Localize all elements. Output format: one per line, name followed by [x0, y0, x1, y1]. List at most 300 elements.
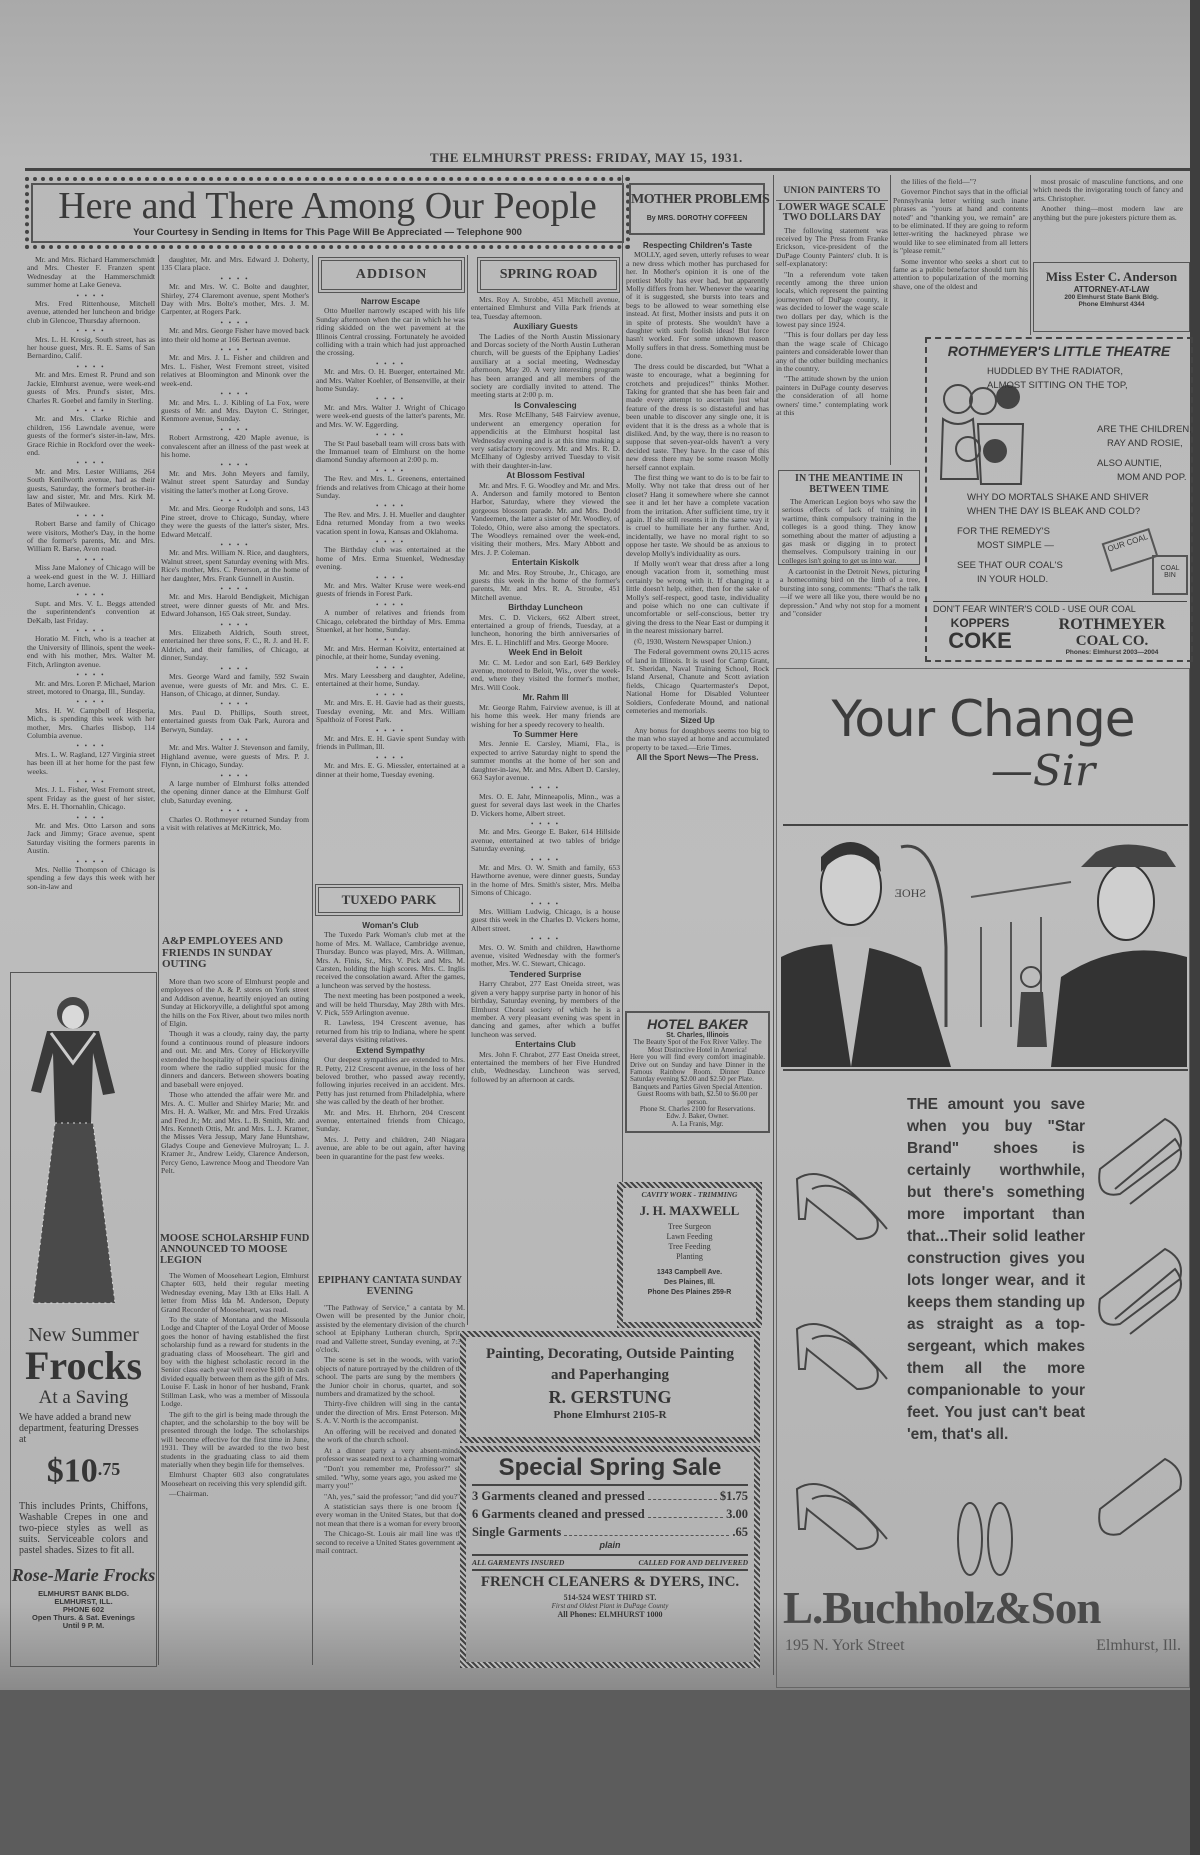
news-item: Robert Barse and family of Chicago were visitors, Mother's Day, in the home of the former's parents, Mr. and Mrs. William R. Barse, Avon road. [27, 519, 155, 554]
news-item: —Chairman. [169, 1489, 209, 1499]
news-item: Supt. and Mrs. V. L. Beggs attended the superintendent's convention at DeKalb, last Friday. [27, 598, 155, 625]
maxwell-address: 1343 Campbell Ave. [656, 1269, 723, 1276]
subheading: Narrow Escape [360, 297, 421, 306]
rothmeyer-phones: Phones: Elmhurst 2003—2004 [1065, 649, 1159, 656]
subheading: Week End in Beloit [508, 648, 583, 658]
maxwell-name: J. H. MAXWELL [639, 1203, 740, 1218]
news-item: Mrs. L. W. Ragland, 127 Virginia street has been ill at her home for the past few weeks. [27, 749, 155, 776]
ap-article [161, 978, 309, 1228]
frocks-ad [10, 972, 157, 1667]
separator-dots: • • • • [76, 406, 106, 415]
separator-dots: • • • • [375, 431, 406, 440]
rothmeyer-title: ROTHMEYER'S LITTLE THEATRE [947, 343, 1171, 359]
meantime-box [778, 470, 920, 565]
news-item: Mr. and Mrs. O. H. Buerger, entertained Mr. and Mrs. Walter Koehler, of Bensenville, at their home Sunday. [316, 367, 465, 394]
news-item: MOLLY, aged seven, utterly refuses to wear a new dress which mother has purchased for her. In Mother's opinion it is one of the prettiest Molly has ever had, but apparently Molly differs from her. Whenever the wearing of it is suggested, she bursts into tears and begs to be allowed to wear something else instead. At first, Mother insists and puts it on in spite of protests. She wouldn't have a daughter with such foolish ideas! But force hasn't worked. For some unknown reason Molly suffers in that dress. Something must be done. [626, 250, 769, 361]
news-item: Mrs. George Ward and family, 592 Swain avenue, were guests of Mr. and Mrs. C. E. Hanson, of Chicago, at dinner, Sunday. [161, 672, 309, 698]
subheading: Extend Sympathy [356, 1045, 425, 1055]
shoe-pair-top-view [955, 1499, 1015, 1579]
news-item: Mr. and Mrs. Ernest R. Prund and son Jackie, Elmhurst avenue, were week-end guests of Mrs. Prund's sister, Mrs. Charles R. Goebel and family in Sterling. [27, 370, 155, 405]
news-item: Mrs. O. W. Smith and children, Hawthorne avenue, visited Wednesday with the former's mother, Mrs. W. C. Stewart, Chicago. [471, 942, 620, 969]
frocks-line2: Frocks [24, 1343, 143, 1388]
news-item: Mrs. Rose McElhany, 548 Fairview avenue, underwent an emergency operation for appendicitis at the Elmhurst hospital last Wednesday evening and is at this time making a very satisfactory recovery. Mr. and Mrs. R. D. McElhany of Oglesby arrived Tuesday to visit with their daughter-in-law. [471, 410, 620, 470]
column-2-items [161, 256, 309, 932]
separator-dots: • • • • [220, 700, 250, 709]
gerstung-ad [460, 1331, 760, 1443]
news-item: Mrs. C. D. Vickers, 662 Albert street, entertained a group of friends, Tuesday, at a luncheon, honoring the birth anniversaries of Mrs. E. L. Hinchliff and Mrs. George Moore. [471, 612, 620, 647]
maxwell-service: Tree Feeding [668, 1242, 711, 1251]
verse-line: ALSO AUNTIE, [1097, 458, 1162, 469]
cleaners-address: 514-524 WEST THIRD ST. [563, 1593, 657, 1602]
news-item: A number of relatives and friends from Chicago, celebrated the birthday of Mrs. Emma Stuenkel, at her home, Sunday. [316, 608, 465, 635]
news-item: "Ah, yes," said the professor; "and did you?" [324, 1491, 461, 1501]
frocks-price-cents: .75 [97, 1459, 121, 1479]
news-item: Mr. and Mrs. John Meyers and family, Walnut street spent Saturday and Sunday visiting the latter's mother at Long Grove. [161, 468, 309, 495]
separator-dots: • • • • [76, 857, 106, 866]
subheading: Respecting Children's Taste [642, 241, 753, 250]
separator-dots: • • • • [375, 537, 406, 546]
spring-road-column [471, 296, 620, 1326]
news-item: Mr. and Mrs. F. G. Woodley and Mr. and Mrs. A. Anderson and family motored to Benton Harbor, Saturday, where they viewed the gorgeous blossom parade. Mr. and Mrs. Dodd Vandeemen, the latter a sister of Mr. Woodley, of Toledo, Ohio, were also among the spectators. The Woodleys remained over the week-end, visiting their mothers, Mrs. Mary Abbott and Mrs. J. P. Coleman. [471, 480, 620, 557]
news-item: Mr. and Mrs. E. H. Gavie spent Sunday with friends in Pullman, Ill. [316, 733, 465, 752]
verse-line: MOM AND POP. [1117, 472, 1187, 483]
news-item: R. Lawless, 194 Crescent avenue, has returned from his trip to Indiana, where he spent several days visiting relatives. [316, 1018, 465, 1045]
subheading: Tendered Surprise [509, 969, 582, 979]
news-item: Mr. and Mrs. E. H. Gavie had as their guests, Tuesday evening, Mr. and Mrs. William Spalthoiz of Forest Park. [316, 698, 465, 725]
separator-dots: • • • • [76, 291, 106, 300]
shoe-sign: SHOE [894, 886, 926, 900]
mother-problems-title: MOTHER PROBLEMS [631, 192, 770, 207]
separator-dots: • • • • [220, 771, 250, 780]
mother-problems-column [626, 240, 769, 1008]
column-rule [773, 175, 774, 1675]
news-item: Mr. and Mrs. Otto Larson and sons Jack and Jimmy; Grace avenue, spent Saturday visiting the formers parents in Austin. [27, 821, 155, 856]
news-item: More than two score of Elmhurst people and employees of the A. & P. stores on York street and Addison avenue, heartily enjoyed an outing Sunday at Hickoryville, a delightful spot among the hills on the Fox River, about two miles north of Elgin. [161, 977, 309, 1029]
editorial-column [893, 178, 1028, 333]
separator-dots: • • • • [220, 664, 250, 673]
news-item: Mrs. O. E. Jahr, Minneapolis, Minn., was a guest for several days last week in the Charles D. Vickers home, Albert street. [471, 791, 620, 818]
news-item: Mrs. Fred Rittenhouse, Mitchell avenue, attended her luncheon and bridge club in Glencoe, Thursday afternoon. [27, 299, 155, 325]
rothmeyer-slogan: DON'T FEAR WINTER'S COLD - USE OUR COAL [933, 601, 1187, 615]
news-item: The Ladies of the North Austin Missionary and Dorcas society of the North Austin Lutheran church, will be guests of the Epiphany Ladies' auxiliary at a social meeting, Wednesday afternoon, May 20. A very interesting program has been arranged and all members of the society are cordially invited to attend. The meeting starts at 2:00 p. m. [471, 331, 620, 400]
news-item: daughter, Mr. and Mrs. Edward J. Doherty, 135 Clara place. [161, 255, 309, 273]
news-item: Mr. and Mrs. George Rudolph and sons, 143 Pine street, drove to Chicago, Sunday, where they were the guests of the latter's sister, Mrs. Edward Metcalf. [161, 504, 309, 539]
scan-edge [1190, 0, 1200, 1855]
news-item: the lilies of the field—"? [901, 177, 977, 186]
news-item: The St Paul baseball team will cross bats with the Immanuel team of Elmhurst on the home diamond Sunday afternoon at 2:00 p. m. [316, 438, 465, 465]
coal-bin [1152, 555, 1188, 595]
french-cleaners-ad [460, 1446, 760, 1668]
cleaners-tagline: First and Oldest Plant in DuPage County [551, 1602, 669, 1610]
news-item: Mr. and Mrs. W. C. Bolte and daughter, Shirley, 274 Claremont avenue, spent Mother's Day with Mrs. Bolte's mother, Mrs. J. M. Carpenter, at Rogers Park. [161, 282, 309, 317]
news-item: To the state of Montana and the Missoula Lodge and Chapter of the Loyal Order of Moose goes the honor of having established the first scholarship fund as a reward for students in the graduating class of Mooseheart. The girl and boy with the highest scholastic record in the Senior class each year will receive $100 in cash divided equally between them as the gift of Mrs. Louise F. Lask in honor of her husband, Frank Stillman Lask, who was a member of Missoula Lodge. [161, 1315, 309, 1409]
frocks-phone: PHONE 602 [62, 1605, 105, 1615]
spring-sale-headline: Special Spring Sale [472, 1452, 748, 1486]
news-item: An offering will be received and donated to the work of the church school. [316, 1426, 465, 1445]
subheading: At Blossom Festival [506, 471, 585, 481]
maxwell-service: Planting [676, 1252, 703, 1261]
addison-header: ADDISON [355, 267, 428, 282]
news-item: Mrs. J. L. Fisher, West Fremont street, spent Friday as the guest of her sister, Mrs. E. H. Thornahlin, Chicago. [27, 785, 155, 812]
separator-dots: • • • • [220, 346, 250, 355]
price-label: Single Garments [472, 1525, 562, 1539]
news-item: Mr. and Mrs. Walter J. Stevenson and family, Highland avenue, were guests of Mrs. P. J. Flynn, in Chicago, Sunday. [161, 743, 309, 770]
news-item: The Rev. and Mrs. J. H. Mueller and daughter Edna returned Monday from a two weeks vacation spent in Iowa, Kansas and Oklahoma. [316, 509, 465, 536]
verse-line: FOR THE REMEDY'S [957, 526, 1050, 537]
separator-dots: • • • • [375, 726, 406, 735]
tuxedo-column [316, 920, 465, 1270]
news-item: Mrs. Jennie E. Carsley, Miami, Fla., is expected to arrive Saturday night to spend the summer months at the home of her son and daughter-in-law, Mr. and Mrs. Albert D. Carsley, 663 Saylor avenue. [471, 739, 620, 782]
verse-line: ARE THE CHILDREN, [1097, 424, 1192, 435]
separator-dots: • • • • [76, 511, 106, 520]
frocks-line3: At a Saving [38, 1387, 129, 1408]
news-item: The following statement was received by The Press from Franke Erickson, vice-president of the DuPage County Painters' club. It is self-explanatory: [776, 225, 888, 269]
news-item: Governor Pinchot says that in the official Pennsylvania letter writing such inane phrases as "yours at hand and contents noted" and "thanking you, we remain" are to be eliminated. If they are going to reform letter-writing the hackneyed phrase we would like to see eliminated from all letters is "please remit." [893, 187, 1028, 256]
your-change-headline: Your Change [831, 690, 1135, 748]
rothmeyer-company-name: ROTHMEYER [1058, 616, 1166, 633]
maxwell-services [623, 1222, 756, 1262]
news-item: The American Legion boys who saw the serious effects of lack of training in wartime, think compulsory training in the colleges is a good thing. They know something about the matter of adjusting a gas mask or digging in to protect themselves. Compulsory training in our colleges isn't going to get us into war. [782, 497, 916, 565]
verse-line: MOST SIMPLE — [977, 540, 1054, 551]
illustration-top-rule [783, 824, 1188, 826]
verse-line: RAY AND ROSIE, [1107, 438, 1183, 449]
frocks-address1: ELMHURST BANK BLDG. [38, 1589, 129, 1599]
separator-dots: • • • • [220, 318, 250, 327]
our-coal-sign-text: OUR COAL [1106, 532, 1149, 554]
separator-dots: • • • • [530, 855, 561, 864]
hotel-baker-city: St. Charles, Illinois [666, 1032, 729, 1039]
news-item: Another thing—most modern law are anything but the pure jokesters picture them as. [1033, 204, 1183, 222]
maxwell-ad [617, 1182, 762, 1328]
news-item: Mr. and Mrs. Herman Koivitz, entertained at pinochle, at their home, Sunday evening. [316, 643, 465, 662]
separator-dots: • • • • [220, 585, 250, 594]
news-item: Mrs. Elizabeth Aldrich, South street, entertained her three sons, F. C., R. J. and H. F. Aldrich, and their families, of Chicago, at dinner, Sunday. [161, 628, 309, 663]
plain-label: plain [599, 1540, 621, 1550]
column-rule [1030, 175, 1031, 335]
news-item: Mr. and Mrs. Clarke Richie and children, 156 Lawndale avenue, were guests of the former's sister-in-law, Mrs. Grace Richie in Rockford over the week-end. [27, 414, 155, 457]
buchholz-store-name: L.Buchholz&Son [783, 1583, 1101, 1633]
separator-dots: • • • • [220, 390, 250, 399]
men-in-shoe-store-illustration [781, 827, 1187, 1067]
news-item: Elmhurst Chapter 603 also congratulates Mooseheart on receiving this very splendid gift. [161, 1470, 309, 1488]
separator-dots: • • • • [76, 627, 106, 636]
news-item: Mrs. John F. Chrabot, 277 East Oneida street, entertained the members of her Five Hundred club, Wednesday. Luncheon was served, followed by an afternoon at cards. [471, 1049, 620, 1084]
news-item: most prosaic of masculine functions, and one which needs the invigorating touch of fancy and arts. Christopher. [1033, 177, 1183, 203]
attorney-phone: Phone Elmhurst 4344 [1078, 301, 1145, 308]
buchholz-city: Elmhurst, Ill. [1096, 1637, 1181, 1654]
epiphany-article [316, 1304, 465, 1665]
verse-line: HUDDLED BY THE RADIATOR, [987, 366, 1124, 377]
banner-title: Here and There Among Our People [58, 185, 597, 227]
news-item: Mrs. Roy A. Strobbe, 451 Mitchell avenue, entertained Elmhurst and Villa Park friends at tea, Tuesday afternoon. [471, 295, 620, 321]
maxwell-tagline: CAVITY WORK - TRIMMING [641, 1190, 738, 1199]
separator-dots: • • • • [220, 425, 250, 434]
koppers-logo-top: KOPPERS [950, 616, 1010, 630]
subheading: Birthday Luncheon [508, 603, 583, 613]
gerstung-line2: and Paperhanging [551, 1367, 669, 1383]
news-item: A cartoonist in the Detroit News, picturing a homecoming bird on the limb of a tree, bursting into song, comments: "That's the talk—if we were all like you, there would be no depression." And why not stop for a moment and "consider [780, 567, 920, 619]
news-item: Mrs. Paul D. Phillips, South street, entertained guests from Oak Park, Aurora and Berwyn, Sunday. [161, 707, 309, 734]
separator-dots: • • • • [530, 899, 561, 908]
news-item: Charles O. Rothmeyer returned Sunday from a visit with relatives at McKittrick, Mo. [161, 814, 309, 832]
attorney-name: Miss Ester C. Anderson [1045, 269, 1178, 284]
separator-dots: • • • • [530, 819, 561, 828]
separator-dots: • • • • [220, 807, 250, 816]
news-item: (©, 1930, Western Newspaper Union.) [634, 636, 751, 646]
news-item: "The attitude shown by the union painters in DuPage county deserves the consideration of all home owners' time." contemplating work at this [776, 374, 888, 418]
frocks-address2: ELMHURST, ILL. [54, 1597, 113, 1607]
news-item: Mr. and Mrs. Harold Bendigkeit, Michigan street, were dinner guests of Mr. and Mrs. Edward Johanson, 165 Oak street, Sunday. [161, 592, 309, 619]
coal-bin-label: COAL BIN [1160, 565, 1180, 579]
separator-dots: • • • • [76, 698, 106, 707]
woman-illustration [11, 973, 156, 1318]
gerstung-line1: Painting, Decorating, Outside Painting [486, 1346, 734, 1362]
column-rule [890, 175, 891, 465]
separator-dots: • • • • [76, 813, 106, 822]
hotel-baker-title: HOTEL BAKER [647, 1016, 748, 1032]
news-item: Mr. and Mrs. O. W. Smith and family, 653 Hawthorne avenue, were dinner guests, Sunday in the home of Mrs. Smith's sister, Mrs. Melba Simons of Chicago. [471, 863, 620, 898]
separator-dots: • • • • [220, 541, 250, 549]
column-rule [467, 255, 468, 1325]
price-row [472, 1488, 748, 1504]
news-item: Mr. C. M. Ledor and son Earl, 649 Berkley avenue, motored to Beloit, Wis., over the week-end, where they visited the former's mother, Mrs. Will Cook. [471, 657, 620, 692]
frocks-price-dollars: $10 [46, 1452, 98, 1490]
addison-column [316, 296, 465, 881]
news-item: The Rev. and Mrs. L. Greenens, entertained friends and relatives from Chicago at their home Sunday. [316, 474, 465, 500]
news-item: Mr. and Mrs. Richard Hammerschmidt and Mrs. Chester F. Franzen spent Wednesday at the Hammerschmidt summer home at Lake Geneva. [27, 255, 155, 290]
news-item: Some inventor who seeks a short cut to fame as a public benefactor should turn his attention to popularization of the morning shave, one of the oldest and [893, 256, 1028, 291]
news-item: Mrs. Nellie Thompson of Chicago is spending a few days this week with her son-in-law and [27, 865, 155, 891]
price-label: 6 Garments cleaned and pressed [472, 1507, 645, 1521]
separator-dots: • • • • [76, 362, 106, 371]
news-item: Sized Up [680, 716, 715, 726]
section-banner [25, 177, 630, 249]
attorney-card [1033, 262, 1190, 332]
separator-dots: • • • • [375, 690, 406, 699]
union-article [776, 227, 888, 467]
frocks-line1: New Summer [28, 1324, 139, 1346]
column-1-items [27, 256, 155, 966]
verse-line: WHEN THE DAY IS BLEAK AND COLD? [967, 506, 1141, 517]
news-item: The scene is set in the woods, with various objects of nature portrayed by the children of the school. The parts are sung by the members of the Junior choir in chorus, quartet, and solo numbers and dramatized by the school. [316, 1355, 465, 1399]
news-item: A statistician says there is one broom for every woman in the United States, but that does not mean that there is a woman for every broom. [316, 1501, 465, 1528]
delivery-note: CALLED FOR AND DELIVERED [638, 1558, 748, 1567]
news-item: Mr. and Mrs. L. J. Kibling of La Fox, were guests of Mr. and Mrs. Dayton C. Stringer, Kenmore avenue, Sunday. [161, 397, 309, 424]
news-item: Those who attended the affair were Mr. and Mrs. A. C. Muller and Shirley Marie; Mr. and Mrs. H. A. Walker, Mr. and Mrs. Fred Urzakis and Fred Jr.; Mr. and Mrs. L. B. Smith, Mr. and Mrs. Kenneth Ottis, Mr. and Mrs. L. J. Kramer, the Misses Vera Jessup, Mary Jane Huntshaw, Gladys Coupe and Genevieve Mulroyan; L. J. Kramer Jr., Andrew Leidy, Clarence Anderson, Percy Geno, Lawrence Moog and Theodore Van Pelt. [161, 1090, 309, 1175]
verse-line: WHY DO MORTALS SHAKE AND SHIVER [967, 492, 1149, 503]
mother-problems-box [629, 183, 770, 235]
price-row [472, 1506, 748, 1522]
verse-line: SEE THAT OUR COAL'S [957, 560, 1063, 571]
subheading: Auxiliary Guests [513, 322, 578, 332]
news-item: The Women of Mooseheart Legion, Elmhurst Chapter 603, held their regular meeting Wednesday evening, May 13th at Elks Hall. A letter from Miss Ida M. Anderson, Deputy Grand Recorder of Mooseheart, was read. [161, 1271, 309, 1314]
maxwell-service: Lawn Feeding [666, 1232, 713, 1241]
news-item: Mrs. William Ludwig, Chicago, is a house guest this week in the Charles D. Vickers home, Albert street. [471, 907, 620, 933]
separator-dots: • • • • [375, 395, 406, 404]
frocks-hours2: Until 9 P. M. [62, 1621, 105, 1631]
separator-dots: • • • • [375, 636, 406, 645]
meantime-continued [780, 568, 920, 666]
price-list [472, 1488, 748, 1540]
epiphany-headline: EPIPHANY CANTATA SUNDAY EVENING [317, 1275, 463, 1297]
separator-dots: • • • • [220, 620, 250, 629]
news-item: Mr. and Mrs. Loren P. Michael, Marion street, motored to Onarga, Ill., Sunday. [27, 678, 155, 696]
news-item: Mrs. J. Petty and children, 240 Niagara avenue, are able to be out again, after having been in quarantine for the past few weeks. [316, 1134, 465, 1161]
womens-shoes-illustration [787, 1159, 897, 1579]
union-headline-2: LOWER WAGE SCALE TWO DOLLARS DAY [776, 200, 888, 224]
news-item: The Birthday club was entertained at the home of Mrs. Erma Stuenkel, Wednesday evening. [316, 545, 465, 572]
union-story [776, 186, 888, 466]
hotel-baker-banquets: Banquets and Parties Given Special Attention. [632, 1082, 763, 1091]
spring-road-header: SPRING ROAD [499, 267, 598, 282]
tuxedo-header: TUXEDO PARK [341, 892, 437, 907]
meantime-headline: IN THE MEANTIME IN BETWEEN TIME [795, 473, 903, 495]
separator-dots: • • • • [76, 671, 106, 680]
news-item: Though it was a cloudy, rainy day, the party found a continuous round of pleasure indoors and out. Mr. and Mrs. Corey of Hickoryville extended the hospitality of their spacious dining room where the radio supplied music for the dinners and dancers. Between showers boating and baseball were enjoyed. [161, 1029, 309, 1089]
union-headline-1: UNION PAINTERS TO [783, 186, 881, 196]
news-item: Mrs. L. H. Kresig, South street, has as her house guest, Mrs. R. E. Sams of San Bernardino, Calif. [27, 334, 155, 361]
moose-article [161, 1272, 309, 1665]
price-label: 3 Garments cleaned and pressed [472, 1489, 645, 1503]
news-item: The Tuxedo Park Woman's club met at the home of Mrs. M. Wallace, Cambridge avenue, Thursday. Bunco was played, Mrs. A. Willman, Mrs. A. Finis, Sr., Mrs. V. Pick and Mrs. M. Carsten, holding the high scores. Mrs. C. Inglis received the consolation award. After the games, a luncheon was served by the hostess. [316, 930, 465, 990]
mens-shoes-illustration [1095, 1109, 1185, 1569]
separator-dots: • • • • [76, 555, 106, 564]
maxwell-phone: Phone Des Plaines 259-R [647, 1289, 732, 1296]
hotel-baker-phone: Phone St. Charles 2100 for Reservations. [639, 1105, 756, 1114]
news-item: The dress could be discarded, but "What a waste to encourage, what a beginning for crotchets and prejudices!" thinks Mother. Taking for granted that she has been fair and made every attempt to ascertain just what feature of the dress is so distasteful and has been unable to discover any single one, it is evident that it is the dress as a whole that is disliked. And, by the way, there is no reason to suppose that seven-year-olds haven't a very decided taste. They have. In the case of this new dress there may be some reason Molly herself cannot explain. [626, 361, 769, 472]
news-item: Mr. and Mrs. George Fisher have moved back into their old home at 166 Bertean avenue. [161, 326, 309, 344]
verse-line: IN YOUR HOLD. [977, 574, 1049, 585]
separator-dots: • • • • [76, 459, 106, 468]
separator-dots: • • • • [220, 496, 250, 505]
separator-dots: • • • • [220, 274, 250, 283]
price-value: .65 [732, 1525, 748, 1539]
leader-dots [564, 1524, 729, 1536]
separator-dots: • • • • [76, 777, 106, 786]
addison-header-box [318, 257, 465, 293]
banner-subtitle: Your Courtesy in Sending in Items for This Page Will Be Appreciated — Telephone 900 [133, 227, 522, 238]
hotel-baker-rooms: Guest Rooms with bath, $2.50 to $6.00 per person. [637, 1090, 758, 1106]
subheading: Entertain Kiskolk [512, 558, 579, 568]
cleaners-phones: All Phones: ELMHURST 1000 [557, 1610, 663, 1619]
separator-dots: • • • • [76, 742, 106, 751]
maxwell-city: Des Plaines, Ill. [664, 1279, 715, 1286]
news-item: Horatio M. Fitch, who is a teacher at the University of Illinois, spent the week-end with his mother, Mrs. Walter M. Fitch, Arlington avenue. [27, 634, 155, 669]
top-rule [25, 168, 1190, 171]
news-item: Any bonus for doughboys seems too big to the man who stayed at home and accumulated property to be taxed.—Erie Times. [626, 725, 769, 752]
news-item: Mr. George Rahm, Fairview avenue, is ill at his home this week. Her many friends are wishing for her a speedy recovery to health. [471, 702, 620, 729]
maxwell-service: Tree Surgeon [668, 1222, 711, 1231]
news-item: "In a referendum vote taken recently among the three union locals, which represent the painting journeymen of DuPage county, it was decided to lower the wage scale two dollars per day, which is the lowest pay since 1924. [776, 269, 888, 329]
news-item: Mr. and Mrs. George E. Baker, 614 Hillside avenue, entertained at two tables of bridge Saturday evening. [471, 827, 620, 854]
price-row [472, 1524, 748, 1540]
hotel-baker-manager: A. La Franis, Mgr. [671, 1119, 724, 1128]
gerstung-name: R. GERSTUNG [548, 1387, 672, 1407]
separator-dots: • • • • [530, 784, 561, 793]
news-item: Miss Jane Maloney of Chicago will be a week-end guest in the W. J. Hilliard home, Larch avenue. [27, 563, 155, 590]
frocks-brand-logo: Rose-Marie Frocks [11, 1565, 156, 1586]
news-item: "This is four dollars per day less than the wage scale of Chicago painters and considerable lower than any of the other building mechanics in the country. [776, 330, 888, 373]
column-rule [622, 175, 623, 1325]
news-item: All the Sport News—The Press. [636, 752, 759, 762]
separator-dots: • • • • [375, 573, 406, 582]
rothmeyer-ad [925, 337, 1193, 662]
news-item: The Federal government owns 20,115 acres of land in Illinois. It is used for Camp Grant, Ft. Sheridan, Naval Training School, Rock Island Arsenal, Chanute and Scott aviation fields, Chicago Quartermaster's Depot, National Home for Disabled Volunteer Soldiers, Confederate Mound, and national cemeteries and memorials. [626, 647, 769, 715]
spring-road-header-box [477, 257, 620, 293]
separator-dots: • • • • [375, 502, 406, 511]
price-value: $1.75 [719, 1489, 748, 1503]
mother-problems-byline: By MRS. DOROTHY COFFEEN [646, 215, 748, 222]
news-item: Our deepest sympathies are extended to Mrs. R. Petty, 212 Crescent avenue, in the loss of her beloved brother, who passed away recently, following injuries received in an accident. Mrs. Petty has just returned from Philadelphia, where she was called by the death of her brother. [316, 1055, 465, 1107]
news-item: Harry Chrabot, 277 East Oneida street, was given a very happy surprise party in honor of his birthday, Saturday evening, by members of the Elmhurst Choral society of which he is a member. A very pleasant evening was spent in dancing and games, after which a buffet luncheon was served. [471, 979, 620, 1039]
separator-dots: • • • • [220, 735, 250, 744]
attorney-title: ATTORNEY-AT-LAW [1073, 285, 1150, 294]
rothmeyer-verse [947, 365, 1192, 595]
news-item: "The Pathway of Service," a cantata by M. Owen will be presented by the Junior choir, assisted by the elementary division of the church school at Epiphany Lutheran church, Spring road and Vallette street, Sunday evening, at 7:30 o'clock. [316, 1303, 465, 1355]
news-item: Robert Armstrong, 420 Maple avenue, is convalescent after an illness of the past week at his home. [161, 433, 309, 459]
buchholz-address: 195 N. York Street [785, 1637, 905, 1654]
news-item: Mr. and Mrs. Walter Kruse were week-end guests of friends in Forest Park. [316, 581, 465, 599]
news-item: Mr. and Mrs. Lester Williams, 264 South Kenilworth avenue, had as their guests, Saturday, the former's brother-in-law and sister, Mr. and Mrs. Kirk M. Bates of Milwaukee. [27, 466, 155, 510]
subheading: To Summer Here [513, 729, 578, 739]
sir-script: —Sir [990, 746, 1096, 795]
news-item: Mr. and Mrs. Walter J. Wright of Chicago were week-end guests of the latter's parents, Mr. and Mrs. W. W. Eggerding. [316, 402, 465, 429]
news-item: Thirty-five children will sing in the cantata under the direction of Mrs. Ernst Peterson. Mrs. S. A. V. North is the accompanist. [316, 1399, 465, 1426]
separator-dots: • • • • [375, 663, 406, 672]
separator-dots: • • • • [375, 600, 406, 609]
subheading: Woman's Club [362, 921, 419, 930]
news-item: Mr. and Mrs. William N. Rice, and daughters, Walnut street, spent Saturday evening with Mrs. Rice's mother, Mrs. C. Peterson, at the home of her daughter, Mrs. Frank Gunnell in Austin. [161, 548, 309, 583]
attorney-address: 200 Elmhurst State Bank Bldg. [1064, 294, 1159, 301]
frocks-intro: We have added a brand new department, featuring Dresses at [19, 1412, 139, 1445]
news-item: Mrs. H. W. Campbell of Hesperia, Mich., is spending this week with her mother, Mrs. Charles Ilisbop, 114 Columbia avenue. [27, 705, 155, 740]
cleaners-name: FRENCH CLEANERS & DYERS, INC. [480, 1574, 740, 1590]
news-item: Mrs. Mary Leessberg and daughter, Adeline, entertained at their home, Sunday. [316, 671, 465, 689]
buchholz-ad [776, 668, 1190, 1688]
column-rule [312, 255, 313, 1665]
subheading: Mr. Rahm Ill [522, 693, 569, 703]
illustration-bottom-rule [783, 1069, 1188, 1071]
price-value: 3.00 [726, 1507, 748, 1521]
editorial-column-2 [1033, 178, 1183, 256]
subheading: Entertains Club [515, 1040, 576, 1050]
rothmeyer-company-suffix: COAL CO. [1075, 633, 1149, 649]
news-item: "Don't you remember me, Professor?" she smiled. "Why, some years ago, you asked me to marry you!" [316, 1464, 465, 1491]
leader-dots [648, 1506, 723, 1518]
news-item: The Chicago-St. Louis air mail line was the second to receive a United States government air mail contract. [316, 1529, 465, 1555]
moose-headline: MOOSE SCHOLARSHIP FUND ANNOUNCED TO MOOSE LEGION [160, 1233, 310, 1267]
hotel-baker-tagline: The Beauty Spot of the Fox River Valley. The Most Distinctive Hotel in America! [633, 1038, 762, 1054]
hotel-baker-body: Here you will find every comfort imaginable. Drive out on Sunday and have Dinner in the Famous Rainbow Room. Dinner Dance Saturday evening $2.00 and $2.50 per Plate. [630, 1053, 765, 1084]
news-item: A large number of Elmhurst folks attended the opening dinner dance at the Elmhurst Golf club, Saturday evening. [161, 778, 309, 805]
separator-dots: • • • • [530, 935, 561, 944]
tuxedo-header-box [315, 884, 463, 916]
column-rule [158, 255, 159, 1665]
news-item: Mr. and Mrs. J. L. Fisher and children and Mrs. L. Fisher, West Fremont street, visited relatives at Bloomington and Minonk over the week-end. [161, 353, 309, 388]
separator-dots: • • • • [220, 461, 250, 470]
separator-dots: • • • • [375, 466, 406, 475]
hotel-baker-ad [625, 1011, 770, 1133]
koppers-logo-coke: COKE [948, 628, 1012, 653]
news-item: Mr. and Mrs. H. Ehrhorn, 204 Crescent avenue, entertained friends from Chicago, Sunday. [316, 1107, 465, 1134]
verse-line: ALMOST SITTING ON THE TOP, [987, 380, 1128, 391]
news-item: Otto Mueller narrowly escaped with his life Sunday afternoon when the car in which he was riding skidded on the wet pavement at the Illinois Central crossing. Fortunately he avoided colliding with a train which had just approached the crossing. [316, 306, 465, 358]
insured-note: ALL GARMENTS INSURED [472, 1558, 565, 1567]
separator-dots: • • • • [76, 327, 106, 336]
subheading: Is Convalescing [514, 400, 577, 410]
news-item: The next meeting has been postponed a week, and will be held Thursday, May 28th with Mrs. V. Pick, 559 Arlington avenue. [316, 991, 465, 1018]
news-item: The first thing we want to do is to be fair to Molly. Why not take that dress out of her closet? Hang it somewhere where she cannot see it and let her have a complete vacation from the irritation. After sufficient time, try it again. If she still resents it in the same way it is cruel to humiliate her any further. And, incidentally, we have no moral right to so oppose her taste. We should be as anxious to develop Molly's individuality as ours. [626, 472, 769, 558]
